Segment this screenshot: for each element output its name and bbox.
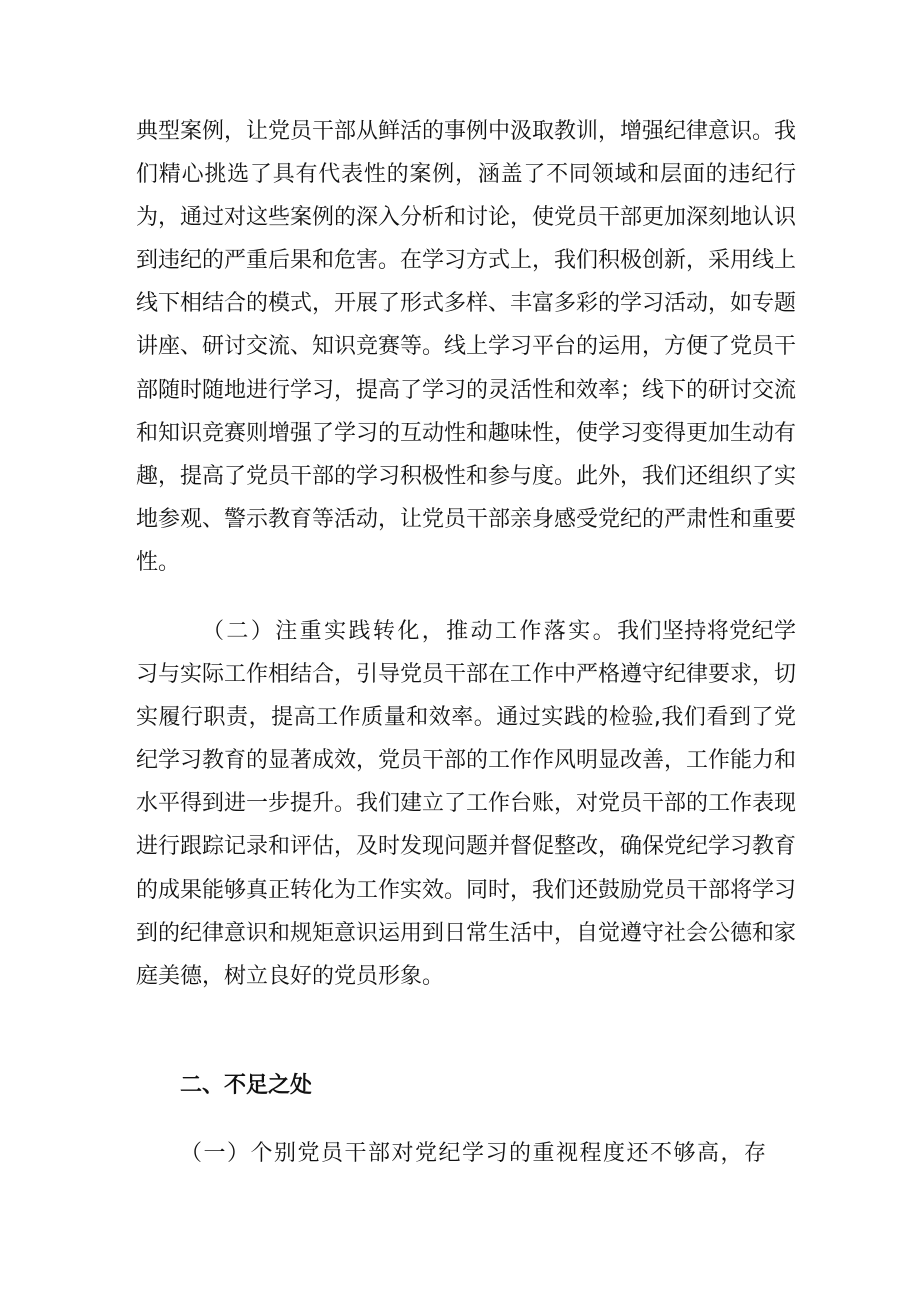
body-paragraph-learning-methods: 典型案例，让党员干部从鲜活的事例中汲取教训，增强纪律意识。我们精心挑选了具有代表性的案例，涵盖了不同领域和层面的违纪行为，通过对这些案例的深入分析和讨论，使党员干部更加深刻地认识到违纪的严重后果和危害。在学习方式上，我们积极创新，采用线上线下相结合的模式，开展了形式多样、丰富多彩的学习活动，如专题讲座、研讨交流、知识竞赛等。线上学习平台的运用，方便了党员干部随时随地进行学习，提高了学习的灵活性和效率；线下的研讨交流和知识竞赛则增强了学习的互动性和趣味性，使学习变得更加生动有趣，提高了党员干部的学习积极性和参与度。此外，我们还组织了实地参观、警示教育等活动，让党员干部亲身感受党纪的严肃性和重要性。 [136,119,797,575]
section-heading-shortcomings: 二、不足之处 [180,1073,313,1098]
body-paragraph-practice-transformation [136,610,796,998]
body-paragraph-shortcoming-one: （一）个别党员干部对党纪学习的重视程度还不够高，存 [180,1141,768,1166]
paragraph-lead-subheading: （二）注重实践转化，推动工作落实。 [202,619,618,644]
paragraph-body-text: 我们坚持将党纪学习与实际工作相结合，引导党员干部在工作中严格遵守纪律要求，切实履行职责，提高工作质量和效率。通过实践的检验,我们看到了党纪学习教育的显著成效，党员干部的工作作风明显改善，工作能力和水平得到进一步提升。我们建立了工作台账，对党员干部的工作表现进行跟踪记录和评估，及时发现问题并督促整改，确保党纪学习教育的成果能够真正转化为工作实效。同时，我们还鼓励党员干部将学习到的纪律意识和规矩意识运用到日常生活中，自觉遵守社会公德和家庭美德，树立良好的党员形象。 [136,619,797,989]
